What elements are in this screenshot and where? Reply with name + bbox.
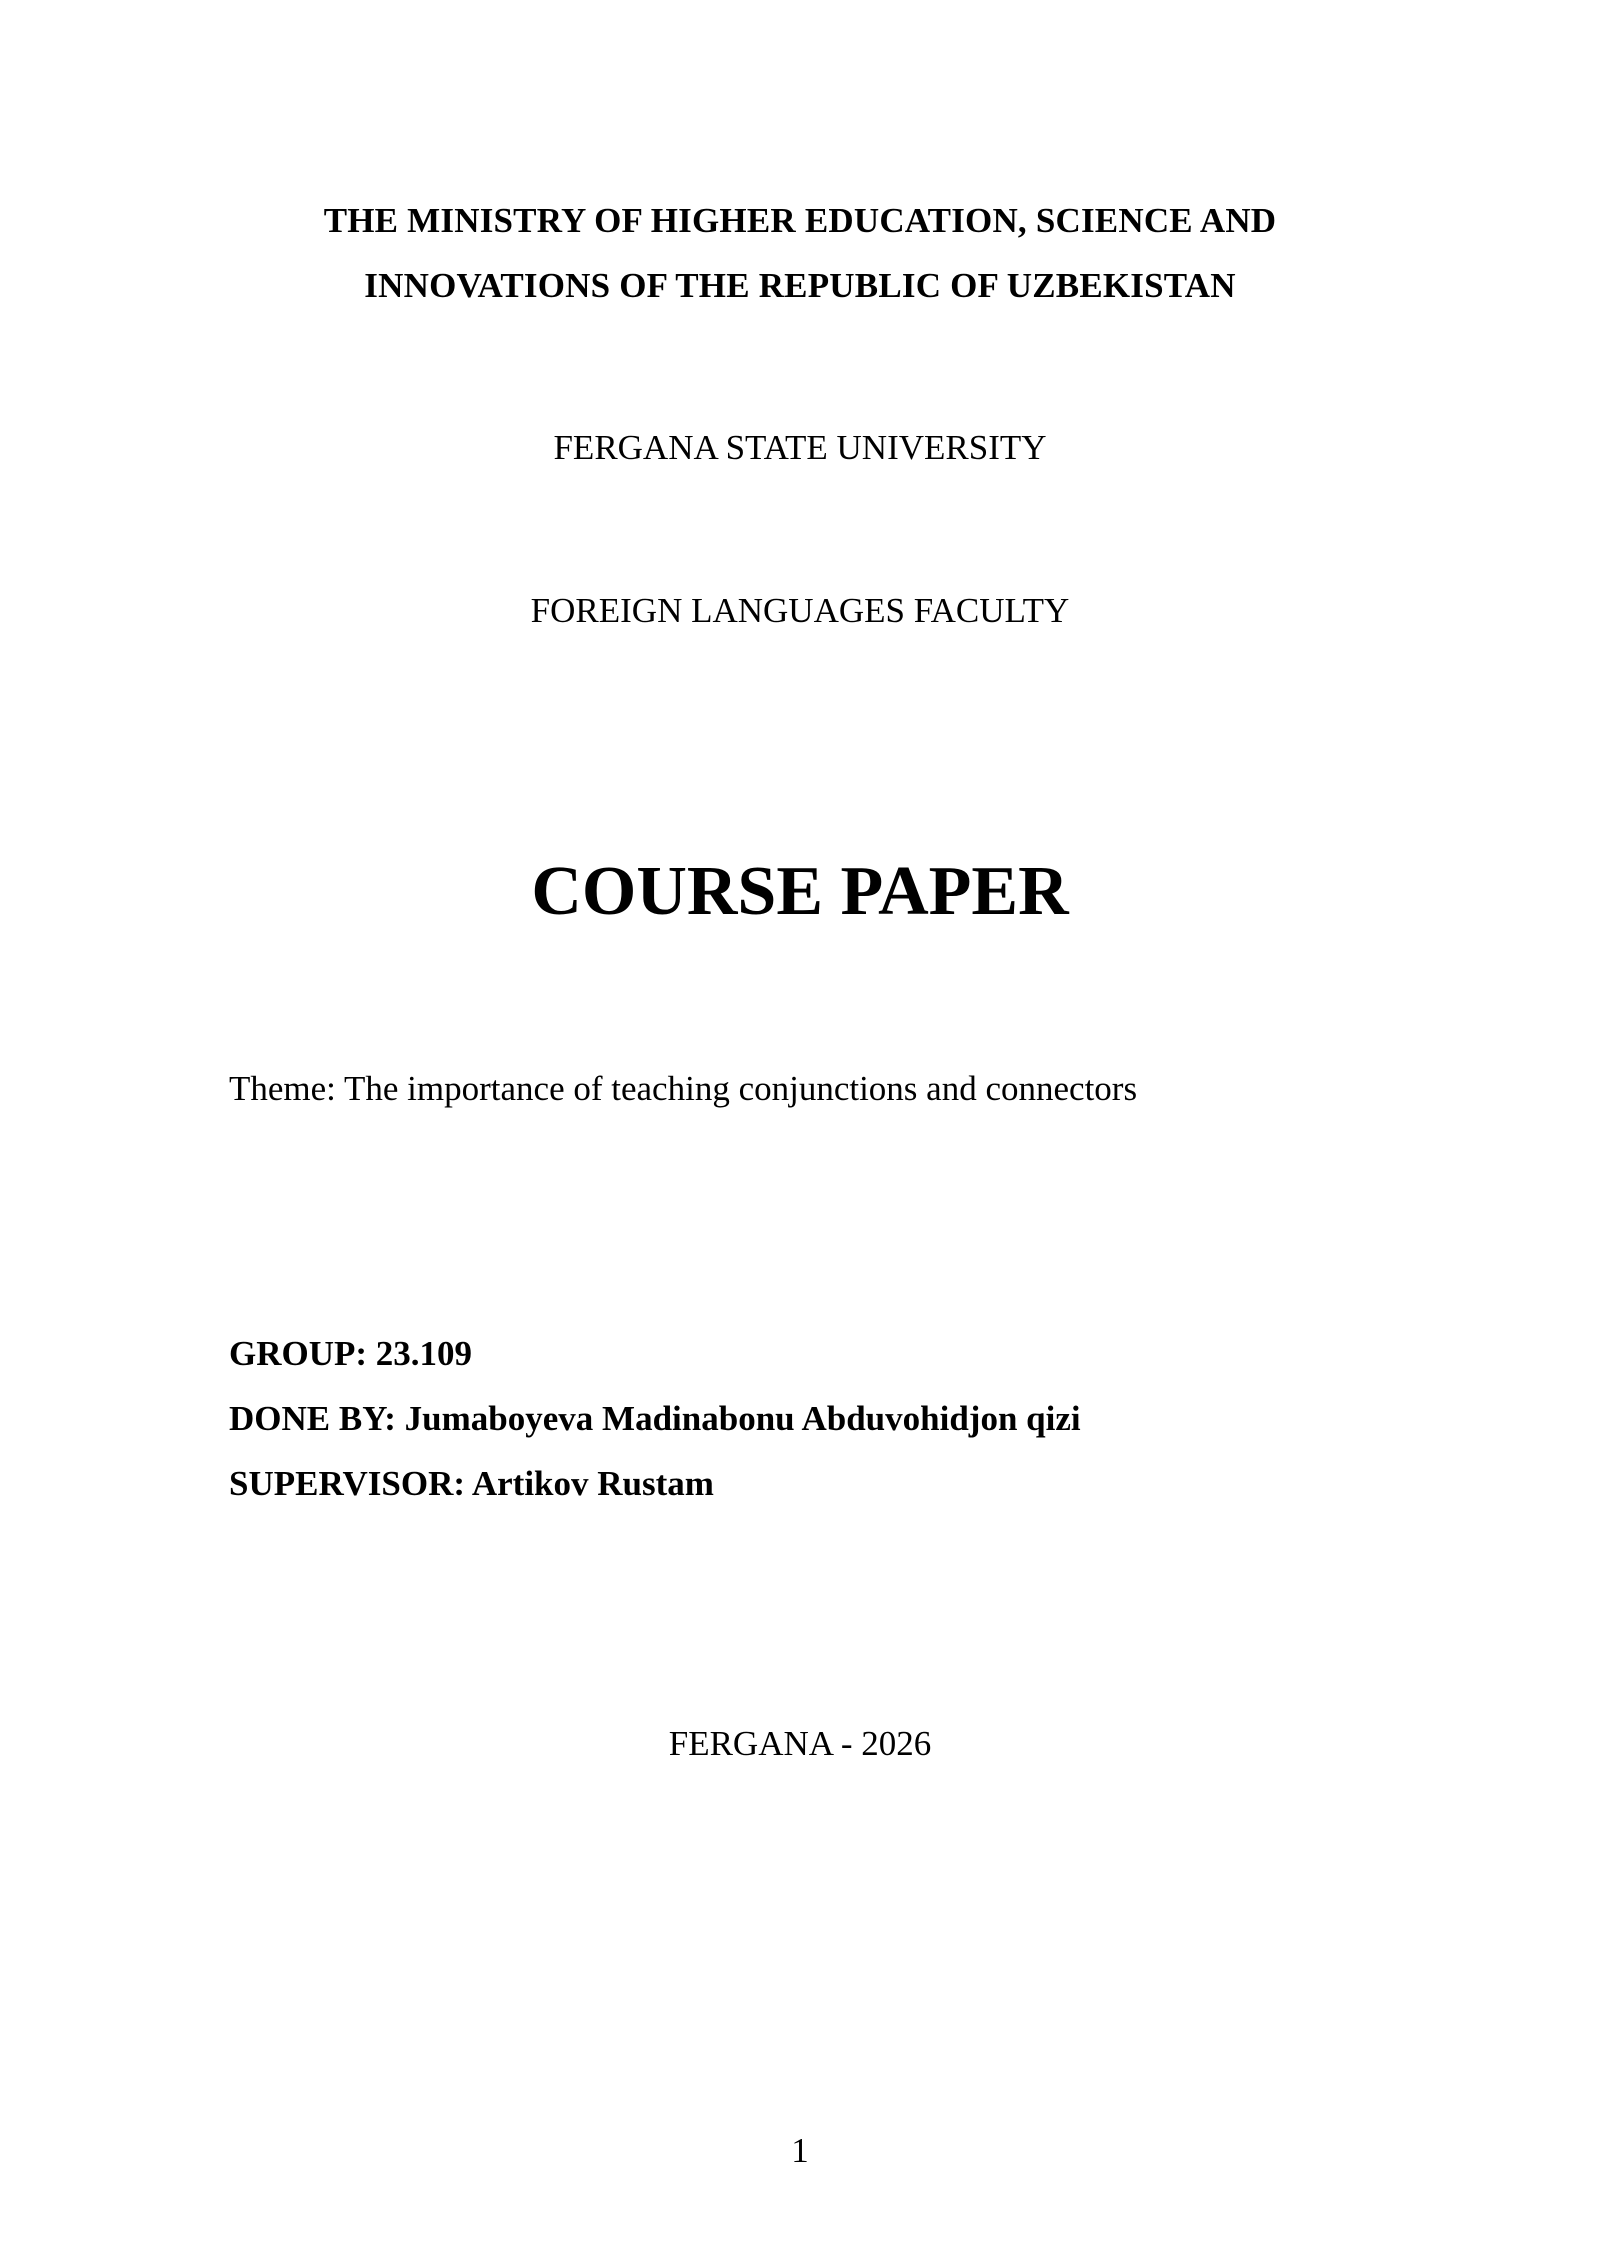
faculty-name: FOREIGN LANGUAGES FACULTY: [530, 591, 1070, 630]
ministry-heading-line-1: THE MINISTRY OF HIGHER EDUCATION, SCIENCE AND: [323, 201, 1277, 240]
university-name: FERGANA STATE UNIVERSITY: [553, 428, 1047, 467]
group-info: GROUP: 23.109: [229, 1334, 473, 1373]
ministry-heading-line-2: INNOVATIONS OF THE REPUBLIC OF UZBEKISTAN: [364, 266, 1236, 305]
page-number: 1: [791, 2131, 809, 2170]
document-title: COURSE PAPER: [531, 853, 1069, 930]
city-year: FERGANA - 2026: [668, 1724, 932, 1763]
author-info: DONE BY: Jumaboyeva Madinabonu Abduvohidjon qizi: [229, 1399, 1081, 1438]
theme-line: Theme: The importance of teaching conjunctions and connectors: [229, 1069, 1138, 1108]
supervisor-info: SUPERVISOR: Artikov Rustam: [229, 1464, 714, 1503]
